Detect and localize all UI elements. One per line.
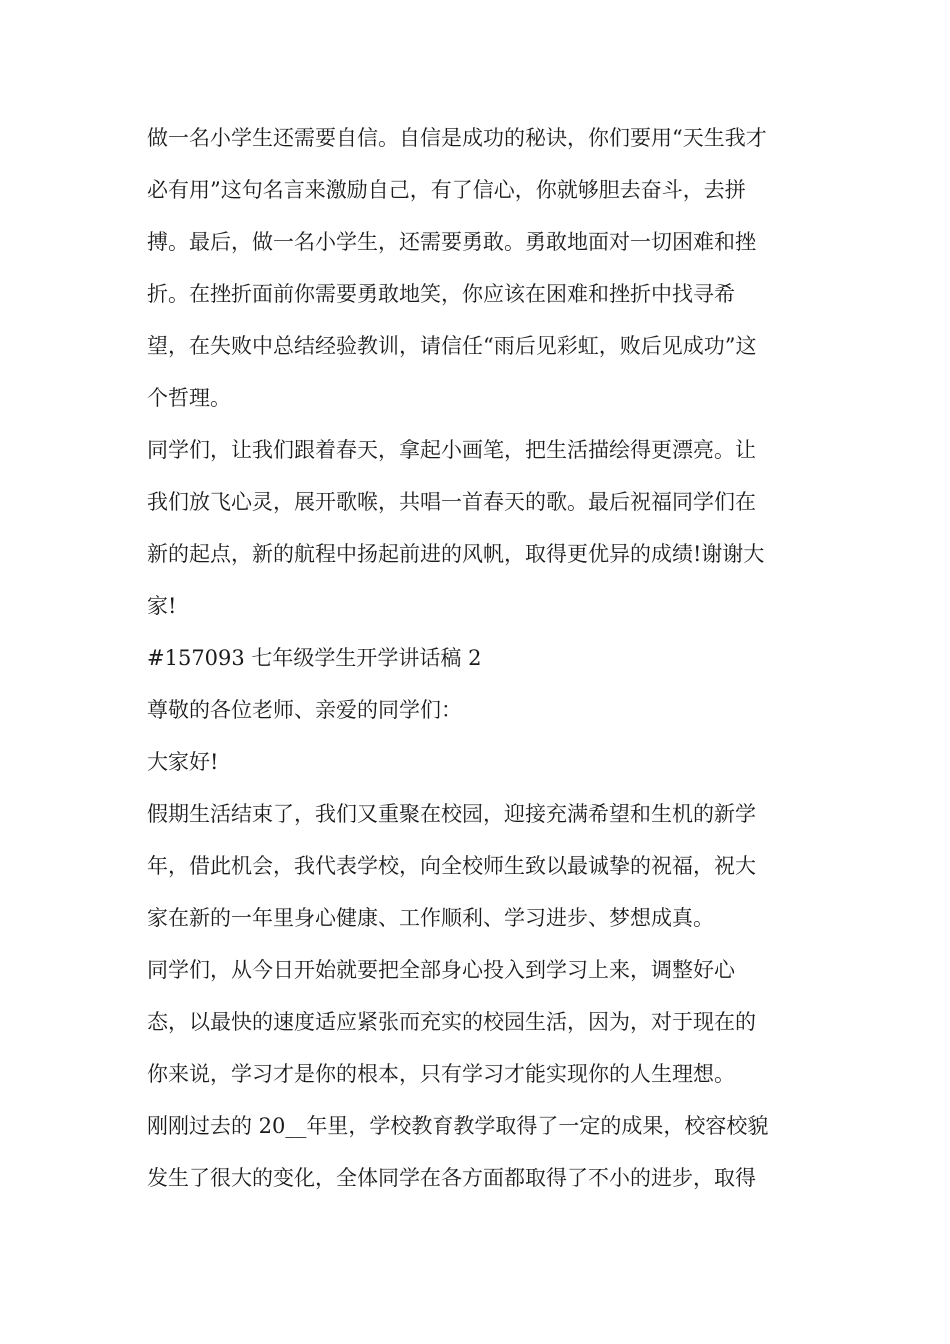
text-line: 同学们，从今日开始就要把全部身心投入到学习上来，调整好心 xyxy=(147,958,735,982)
text-line: 折。在挫折面前你需要勇敢地笑，你应该在困难和挫折中找寻希 xyxy=(147,282,735,306)
text-line: 家在新的一年里身心健康、工作顺利、学习进步、梦想成真。 xyxy=(147,906,714,930)
text-line: 望，在失败中总结经验教训，请信任“雨后见彩虹，败后见成功”这 xyxy=(147,334,757,358)
text-line: 态，以最快的速度适应紧张而充实的校园生活，因为，对于现在的 xyxy=(147,1010,756,1034)
text-line: 假期生活结束了，我们又重聚在校园，迎接充满希望和生机的新学 xyxy=(147,802,756,826)
section-heading: #157093 七年级学生开学讲话稿 2 xyxy=(147,646,482,670)
document-body xyxy=(147,112,807,1204)
text-line: 搏。最后，做一名小学生，还需要勇敢。勇敢地面对一切困难和挫 xyxy=(147,230,756,254)
text-line: 必有用”这句名言来激励自己，有了信心，你就够胆去奋斗，去拼 xyxy=(147,178,746,202)
text-line: 做一名小学生还需要自信。自信是成功的秘诀，你们要用“天生我才 xyxy=(147,126,767,150)
text-line: 我们放飞心灵，展开歌喉，共唱一首春天的歌。最后祝福同学们在 xyxy=(147,490,756,514)
salutation: 尊敬的各位老师、亲爱的同学们： xyxy=(147,698,462,722)
text-line: 刚刚过去的 20__年里，学校教育教学取得了一定的成果，校容校貌 xyxy=(147,1114,769,1138)
text-line: 个哲理。 xyxy=(147,386,231,410)
text-line: 家! xyxy=(147,594,177,618)
text-line: 年，借此机会，我代表学校，向全校师生致以最诚挚的祝福，祝大 xyxy=(147,854,756,878)
text-line: 同学们，让我们跟着春天，拿起小画笔，把生活描绘得更漂亮。让 xyxy=(147,438,756,462)
greeting: 大家好! xyxy=(147,750,219,774)
text-line: 你来说，学习才是你的根本，只有学习才能实现你的人生理想。 xyxy=(147,1062,735,1086)
text-line: 发生了很大的变化，全体同学在各方面都取得了不小的进步，取得 xyxy=(147,1166,756,1190)
text-line: 新的起点，新的航程中扬起前进的风帆，取得更优异的成绩!谢谢大 xyxy=(147,542,765,566)
